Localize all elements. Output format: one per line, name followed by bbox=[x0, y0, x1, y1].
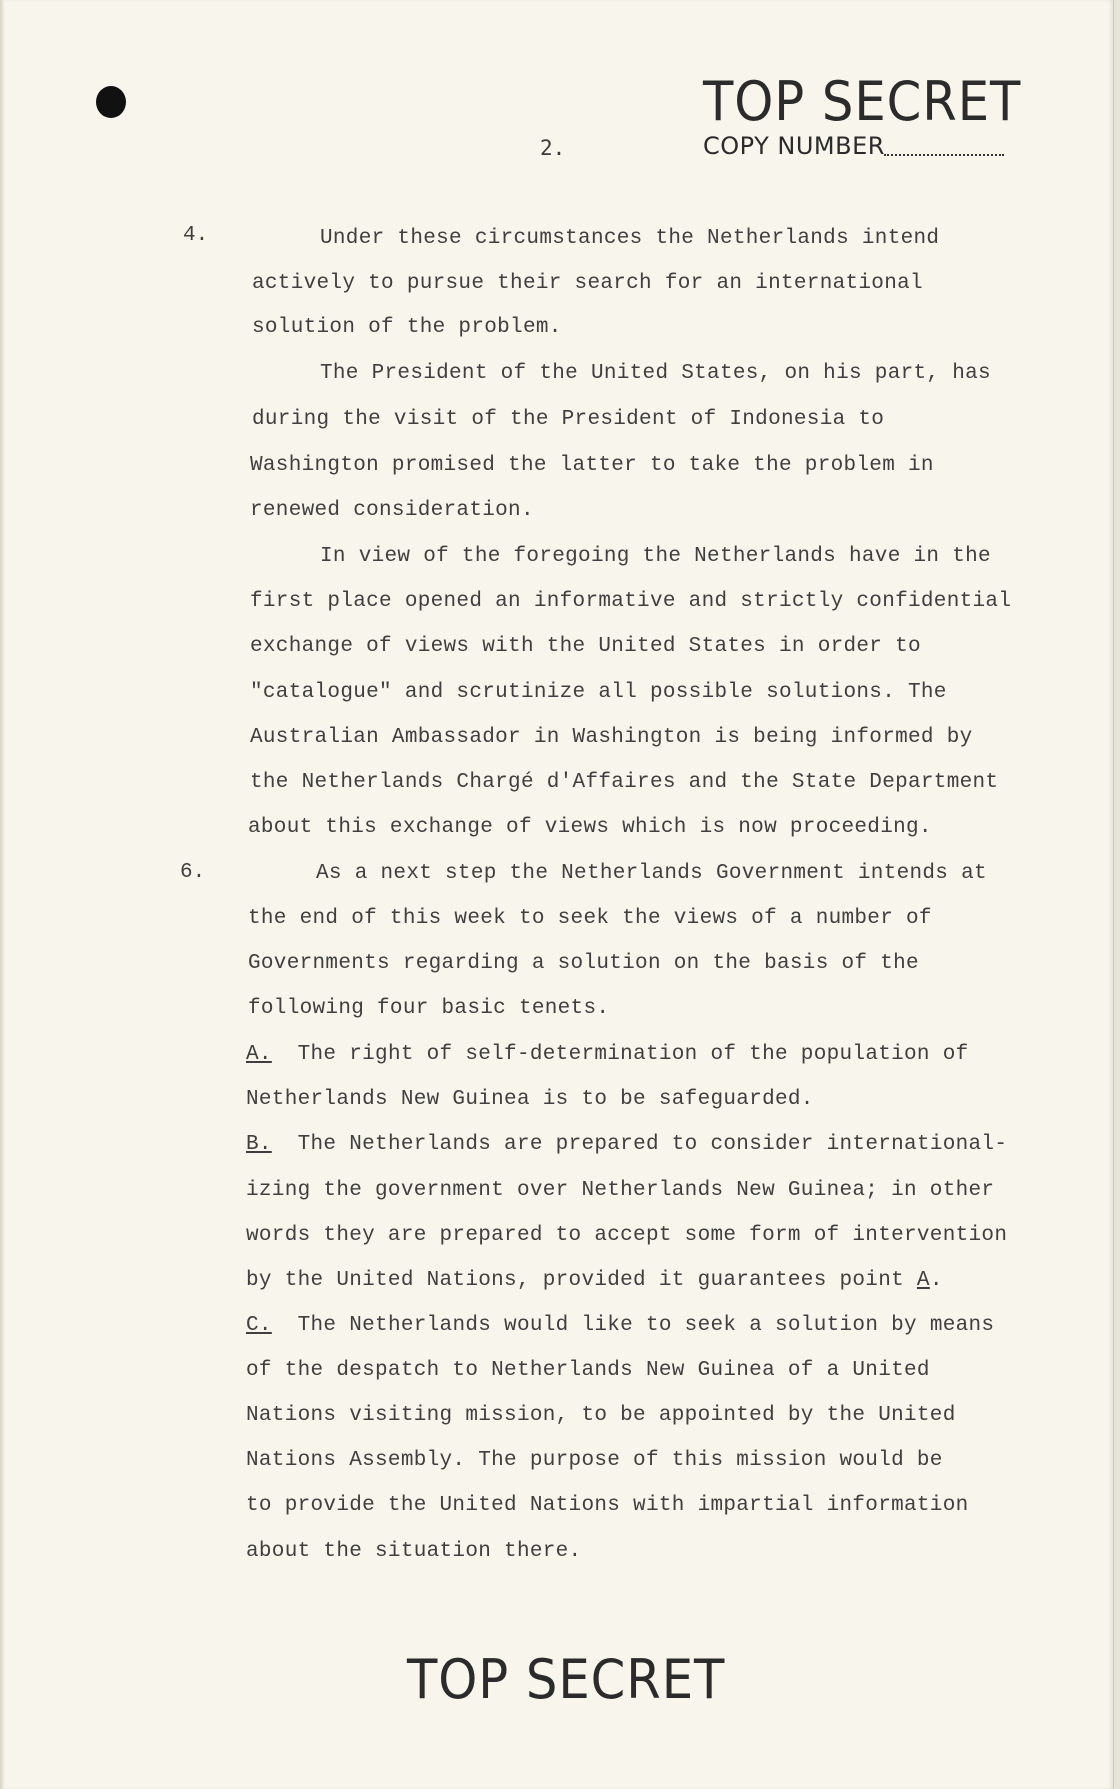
text-line: "catalogue" and scrutinize all possible solutions. The bbox=[250, 681, 947, 704]
text-line: Under these circumstances the Netherlands intend bbox=[320, 227, 940, 250]
text-line: during the visit of the President of Indonesia to bbox=[252, 408, 885, 431]
classification-stamp-top: TOP SECRET bbox=[703, 70, 1022, 133]
punch-hole bbox=[96, 86, 126, 118]
paragraph-number-6: 6. bbox=[180, 861, 206, 884]
page-edge bbox=[0, 0, 5, 1789]
text-line: In view of the foregoing the Netherlands have in the bbox=[320, 545, 991, 568]
text-line: exchange of views with the United States in order to bbox=[250, 635, 921, 658]
text-line: of the despatch to Netherlands New Guinea of a United bbox=[246, 1359, 930, 1382]
text-line: to provide the United Nations with impartial information bbox=[246, 1494, 969, 1517]
tenet-a-marker: A. bbox=[246, 1043, 272, 1066]
tenet-c-line bbox=[246, 1314, 994, 1337]
text-line: Australian Ambassador in Washington is being informed by bbox=[250, 726, 973, 749]
text-line: actively to pursue their search for an international bbox=[252, 272, 923, 295]
page-number: 2. bbox=[540, 136, 566, 160]
classification-stamp-bottom: TOP SECRET bbox=[407, 1648, 726, 1711]
text-line: about this exchange of views which is now proceeding. bbox=[248, 816, 932, 839]
paragraph-number-4: 4. bbox=[183, 224, 209, 247]
text-line: Nations Assembly. The purpose of this mission would be bbox=[246, 1449, 943, 1472]
tenet-c-marker: C. bbox=[246, 1314, 272, 1337]
tenet-b-marker: B. bbox=[246, 1133, 272, 1156]
point-reference-period: . bbox=[929, 1269, 943, 1292]
text-line: Netherlands New Guinea is to be safeguarded. bbox=[246, 1088, 814, 1111]
text-line: Governments regarding a solution on the basis of the bbox=[248, 952, 919, 975]
text-line: the Netherlands Chargé d'Affaires and the State Department bbox=[250, 771, 999, 794]
text-line: about the situation there. bbox=[246, 1540, 582, 1563]
copy-number-blank bbox=[884, 154, 1004, 156]
tenet-a-line bbox=[246, 1043, 969, 1066]
text-line: first place opened an informative and strictly confidential bbox=[250, 590, 1012, 613]
tenet-b-line bbox=[246, 1133, 1007, 1156]
text-line: As a next step the Netherlands Government intends at bbox=[316, 862, 987, 885]
text-line: Nations visiting mission, to be appointed by the United bbox=[246, 1404, 956, 1427]
text-line: the end of this week to seek the views of a number of bbox=[248, 907, 932, 930]
text-line: The right of self-determination of the population of bbox=[297, 1043, 969, 1066]
text-line: The Netherlands are prepared to consider international- bbox=[297, 1133, 1008, 1156]
text-line: izing the government over Netherlands New Guinea; in other bbox=[246, 1179, 995, 1202]
text-line: by the United Nations, provided it guarantees point bbox=[246, 1269, 905, 1292]
copy-number-label: COPY NUMBER bbox=[703, 132, 885, 160]
text-line: renewed consideration. bbox=[250, 499, 534, 522]
text-line: The Netherlands would like to seek a solution by means bbox=[297, 1314, 995, 1337]
text-line: The President of the United States, on his part, has bbox=[320, 362, 991, 385]
text-line: Washington promised the latter to take the problem in bbox=[250, 454, 934, 477]
text-line: words they are prepared to accept some form of intervention bbox=[246, 1224, 1008, 1247]
text-line: solution of the problem. bbox=[252, 316, 562, 339]
point-reference: A bbox=[916, 1269, 930, 1292]
tenet-b-end-line bbox=[246, 1269, 943, 1292]
text-line: following four basic tenets. bbox=[248, 997, 610, 1020]
